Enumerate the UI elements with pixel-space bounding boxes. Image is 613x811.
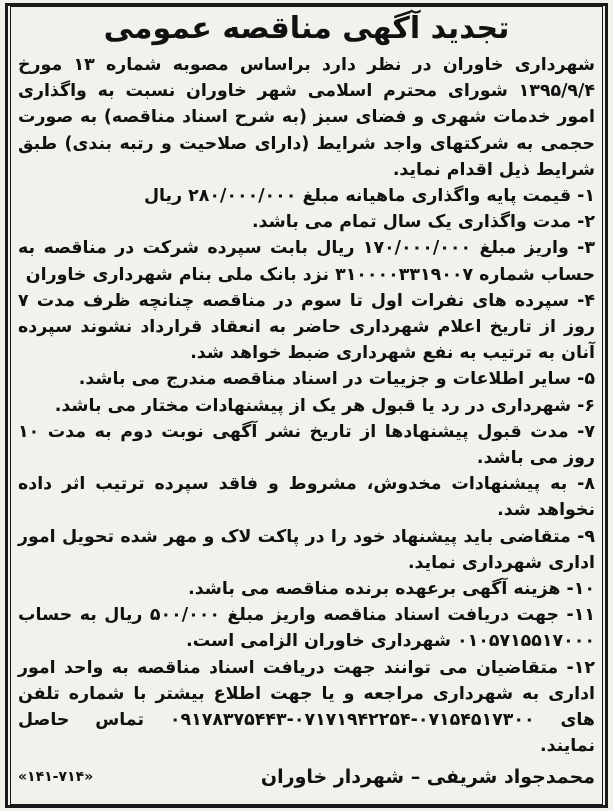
notice-item: ۱- قیمت پایه واگذاری ماهیانه مبلغ ۲۸۰/۰۰۰/۰۰۰ ریال	[143, 186, 595, 207]
notice-item: ۱۱- جهت دریافت اسناد مناقصه واریز مبلغ ۵۰۰/۰۰۰ ریال به حساب ۰۱۰۵۷۱۵۵۱۷۰۰۰ شهرداری خاوران الزامی است.	[18, 605, 596, 652]
notice-item: ۶- شهرداری در رد یا قبول هر یک از پیشنهادات مختار می باشد.	[54, 395, 595, 416]
notice-content	[18, 8, 595, 801]
notice-intro: شهرداری خاوران در نظر دارد براساس مصوبه شماره ۱۳ مورخ ۱۳۹۵/۹/۴ شورای محترم اسلامی شهر خاوران نسبت به واگذاری امور خدمات شهری و فضای سبز (به شرح اسناد مناقصه) به صورت حجمی به شرکتهای واجد شرایط (دارای صلاحیت و رتبه بندی) طبق شرایط ذیل اقدام نماید.	[18, 55, 595, 180]
notice-item: ۸- به پیشنهادات مخدوش، مشروط و فاقد سپرده ترتیب اثر داده نخواهد شد.	[18, 474, 595, 521]
notice-footer	[18, 763, 595, 791]
notice-item: ۱۲- متقاضیان می توانند جهت دریافت اسناد مناقصه به واحد امور اداری به شهرداری مراجعه و یا جهت اطلاع بیشتر با شماره تلفن های ۰۷۱۵۴۵۱۷۳۰۰-۰۷۱۷۱۹۴۲۲۵۴-۰۹۱۷۸۳۷۵۴۴۳ تماس حاصل نمایند.	[18, 657, 595, 757]
notice-title: تجدید آگهی مناقصه عمومی	[103, 11, 510, 46]
notice-item: ۱۰- هزینه آگهی برعهده برنده مناقصه می باشد.	[188, 579, 595, 600]
notice-item: ۵- سایر اطلاعات و جزییات در اسناد مناقصه مندرج می باشد.	[78, 369, 595, 390]
notice-item: ۲- مدت واگذاری یک سال تمام می باشد.	[251, 212, 595, 233]
notice-item: ۹- متقاضی باید پیشنهاد خود را در پاکت لاک و مهر شده تحویل امور اداری شهرداری نماید.	[18, 526, 595, 573]
notice-item: ۷- مدت قبول پیشنهادها از تاریخ نشر آگهی نوبت دوم به مدت ۱۰ روز می باشد.	[18, 421, 595, 469]
notice-item: ۳- واریز مبلغ ۱۷۰/۰۰۰/۰۰۰ ریال بابت سپرده شرکت در مناقصه به حساب شماره ۳۱۰۰۰۰۳۳۱۹۰۰۷ نزد بانک ملی بنام شهرداری خاوران	[18, 238, 595, 285]
signature: محمدجواد شریفی – شهردار خاوران	[260, 766, 595, 789]
notice-item: ۴- سپرده های نفرات اول تا سوم در مناقصه چنانچه ظرف مدت ۷ روز از تاریخ اعلام شهرداری حاضر به انعقاد قرارداد نشوند سپرده آنان به ترتیب به نفع شهرداری ضبط خواهد شد.	[18, 290, 595, 364]
notice-code: «۱۴۱-۷۱۴»	[18, 769, 94, 786]
